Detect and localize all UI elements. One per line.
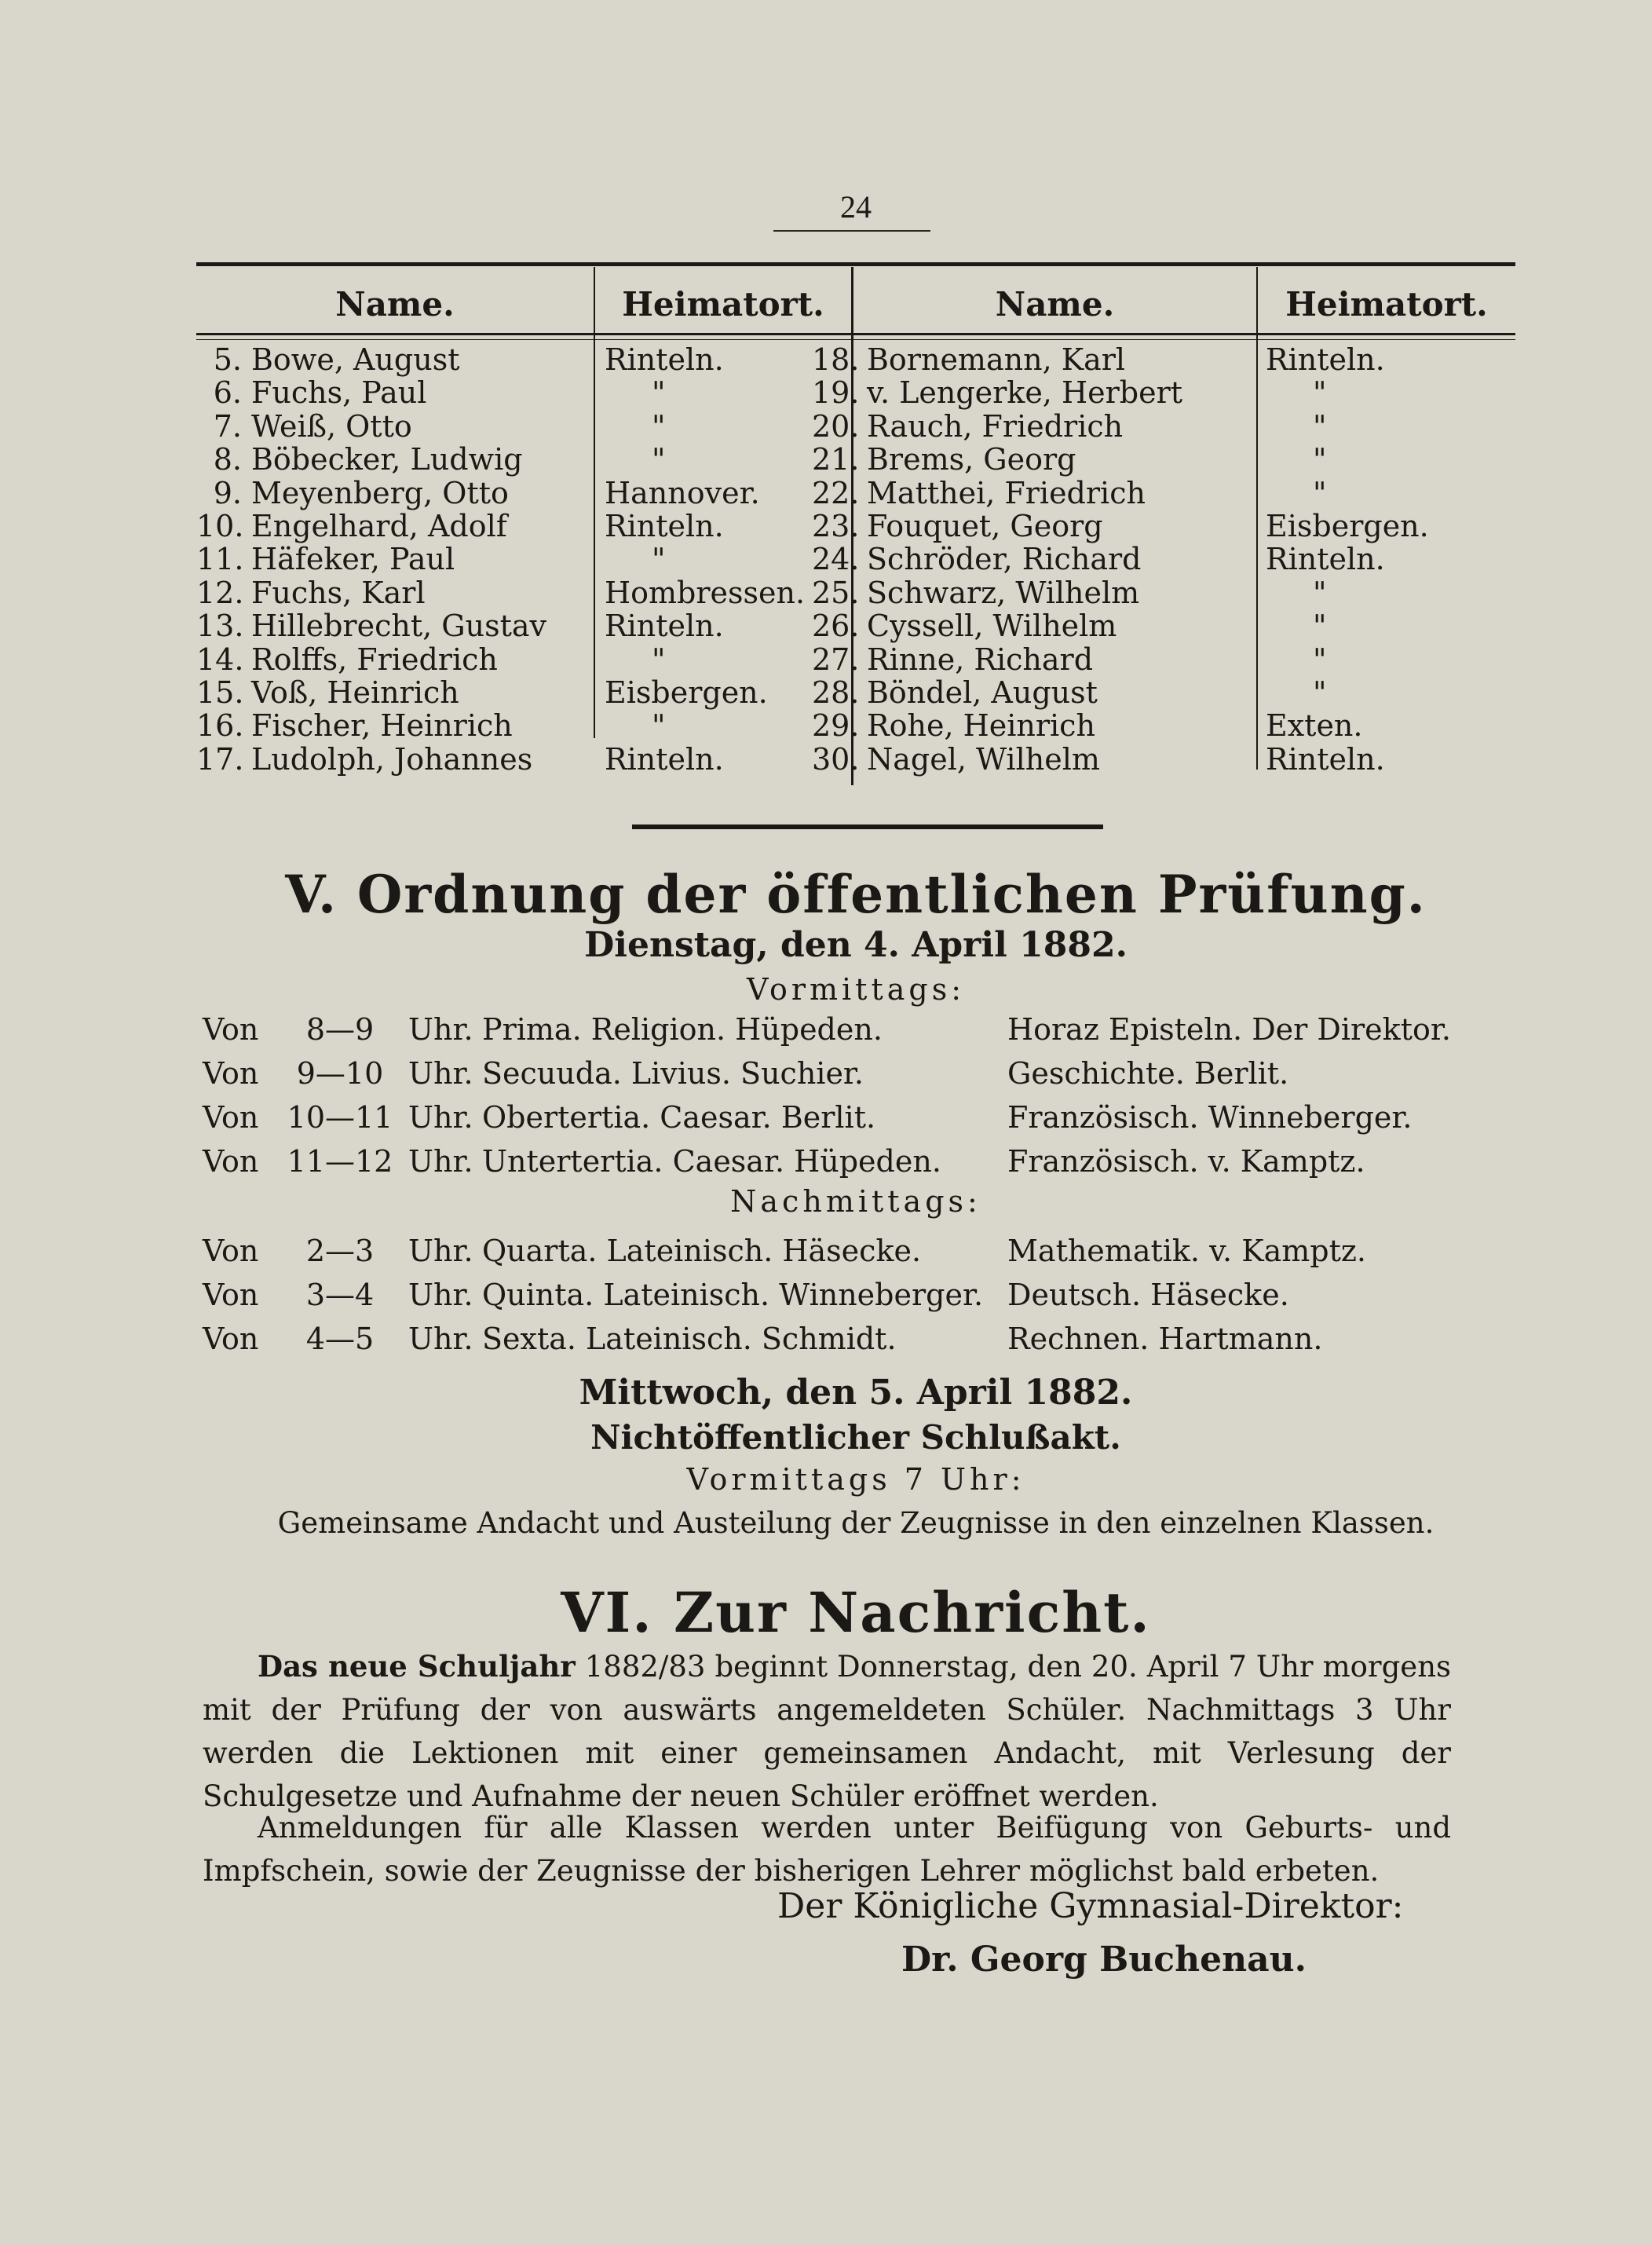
uhr-label: Uhr. xyxy=(408,1100,473,1135)
row-number: 8. xyxy=(213,442,242,477)
town-cell: " xyxy=(652,408,666,444)
table-row xyxy=(812,410,1182,443)
time-range: 2—3 xyxy=(305,1234,375,1268)
schedule-row xyxy=(203,1228,1537,1274)
town-cell: " xyxy=(1313,475,1327,510)
class-subject: Quarta. Lateinisch. Häsecke. xyxy=(482,1234,922,1268)
town-cell: Eisbergen. xyxy=(1266,508,1429,543)
student-name: Weiß, Otto xyxy=(251,408,412,444)
town-cell: " xyxy=(1313,442,1327,477)
table-header-rule-thin xyxy=(196,339,1515,340)
header-name-right: Name. xyxy=(995,285,1115,324)
row-number: 13. xyxy=(196,609,244,644)
von-label: Von xyxy=(203,1234,259,1268)
uhr-label: Uhr. xyxy=(408,1234,473,1268)
student-name: Ludolph, Johannes xyxy=(251,741,533,777)
town-cell: Rinteln. xyxy=(605,741,724,777)
uhr-label: Uhr. xyxy=(408,1322,473,1356)
table-row xyxy=(812,376,1182,409)
announcement-text: beginnt Donnerstag, den 20. April 7 Uhr morgens mit der Prüfung der von auswärts angemeldeten Schüler. Nachmittags 3 Uhr werden die Lektionen mit einer gemeinsamen Andacht, mit Verlesung der Schulgesetze und Aufnahme der neuen Schüler eröffnet werden. xyxy=(203,1650,1452,1813)
class-subject: Quinta. Lateinisch. Winneberger. xyxy=(482,1278,984,1312)
table-row xyxy=(812,543,1182,576)
table-top-rule xyxy=(196,262,1515,266)
student-name: Bornemann, Karl xyxy=(867,342,1126,377)
row-number: 6. xyxy=(213,375,242,411)
table-row xyxy=(196,709,546,742)
student-name: Rolffs, Friedrich xyxy=(251,642,498,677)
student-name: Rauch, Friedrich xyxy=(867,408,1124,444)
row-number: 22. xyxy=(812,475,860,510)
table-row xyxy=(812,609,1182,642)
schedule-row xyxy=(203,1007,1537,1052)
table-row xyxy=(812,576,1182,609)
exam-date-tuesday: Dienstag, den 4. April 1882. xyxy=(584,925,1128,965)
town-cell: Rinteln. xyxy=(605,342,724,377)
time-range: 8—9 xyxy=(305,1012,375,1047)
school-year: 1882/83 xyxy=(584,1650,706,1684)
student-name: Rohe, Heinrich xyxy=(867,708,1095,744)
student-name: Voß, Heinrich xyxy=(251,675,459,710)
table-row xyxy=(812,343,1182,376)
row-number: 23. xyxy=(812,508,860,543)
student-name: Schwarz, Wilhelm xyxy=(867,575,1140,610)
student-name: Fouquet, Georg xyxy=(867,508,1103,543)
student-name: Böndel, August xyxy=(867,675,1098,710)
student-name: v. Lengerke, Herbert xyxy=(867,375,1183,411)
student-name: Meyenberg, Otto xyxy=(251,475,509,510)
table-row xyxy=(812,709,1182,742)
row-number: 5. xyxy=(213,342,242,377)
uhr-label: Uhr. xyxy=(408,1144,473,1179)
uhr-label: Uhr. xyxy=(408,1278,473,1312)
time-range: 3—4 xyxy=(305,1278,375,1312)
table-row xyxy=(196,510,546,543)
town-cell: Rinteln. xyxy=(605,508,724,543)
names-left xyxy=(196,343,546,776)
afternoon-label: Nachmittags: xyxy=(730,1184,981,1219)
row-number: 20. xyxy=(812,408,860,444)
towns-right xyxy=(1266,343,1429,776)
von-label: Von xyxy=(203,1012,259,1047)
von-label: Von xyxy=(203,1322,259,1356)
row-number: 28. xyxy=(812,675,860,710)
table-row xyxy=(196,376,546,409)
student-name: Fischer, Heinrich xyxy=(251,708,513,744)
names-right xyxy=(812,343,1182,776)
row-number: 24. xyxy=(812,542,860,577)
table-row xyxy=(196,343,546,376)
student-name: Schröder, Richard xyxy=(867,542,1142,577)
table-header-rule xyxy=(196,333,1515,335)
row-number: 7. xyxy=(213,408,242,444)
town-cell: " xyxy=(1313,408,1327,444)
student-name: Cyssell, Wilhelm xyxy=(867,609,1117,644)
second-subject: Französisch. Winneberger. xyxy=(1007,1100,1413,1135)
row-number: 30. xyxy=(812,741,860,777)
signature-title: Der Königliche Gymnasial-Direktor: xyxy=(777,1886,1404,1926)
schedule-row xyxy=(203,1316,1537,1362)
schedule-row xyxy=(203,1095,1537,1140)
student-name: Häfeker, Paul xyxy=(251,542,455,577)
page-number: 24 xyxy=(840,189,872,225)
town-cell: Hannover. xyxy=(605,475,760,510)
row-number: 27. xyxy=(812,642,860,677)
student-name: Rinne, Richard xyxy=(867,642,1094,677)
row-number: 16. xyxy=(196,708,244,744)
town-cell: " xyxy=(1313,609,1327,644)
table-row xyxy=(196,410,546,443)
time-range: 11—12 xyxy=(287,1144,393,1179)
town-cell: " xyxy=(1313,675,1327,710)
student-name: Matthei, Friedrich xyxy=(867,475,1146,510)
schedule-row xyxy=(203,1272,1537,1318)
town-cell: " xyxy=(652,375,666,411)
von-label: Von xyxy=(203,1100,259,1135)
student-name: Engelhard, Adolf xyxy=(251,508,507,543)
town-cell: " xyxy=(1313,575,1327,610)
row-number: 25. xyxy=(812,575,860,610)
registration-text: Anmeldungen für alle Klassen werden unter Beifügung von Geburts- und Impfschein, sowie der Zeugnisse der bisherigen Lehrer möglichst bald erbeten. xyxy=(203,1811,1451,1888)
student-name: Brems, Georg xyxy=(867,442,1076,477)
row-number: 9. xyxy=(213,475,242,510)
second-subject: Mathematik. v. Kamptz. xyxy=(1007,1234,1366,1268)
table-row xyxy=(812,743,1182,776)
student-name: Hillebrecht, Gustav xyxy=(251,609,546,644)
signature-name: Dr. Georg Buchenau. xyxy=(901,1940,1307,1980)
second-subject: Horaz Episteln. Der Direktor. xyxy=(1007,1012,1451,1047)
table-row xyxy=(196,743,546,776)
uhr-label: Uhr. xyxy=(408,1056,473,1091)
town-cell: " xyxy=(652,442,666,477)
morning-label: Vormittags: xyxy=(746,972,965,1007)
town-cell: Eisbergen. xyxy=(605,675,768,710)
student-name: Böbecker, Ludwig xyxy=(251,442,523,477)
town-cell: Rinteln. xyxy=(1266,741,1385,777)
class-subject: Sexta. Lateinisch. Schmidt. xyxy=(482,1322,897,1356)
section-separator-rule xyxy=(632,825,1103,829)
section-v-title: V. Ordnung der öffentlichen Prüfung. xyxy=(285,864,1427,925)
table-row xyxy=(196,609,546,642)
town-cell: " xyxy=(652,642,666,677)
town-cell: " xyxy=(1313,375,1327,411)
class-subject: Obertertia. Caesar. Berlit. xyxy=(482,1100,876,1135)
row-number: 21. xyxy=(812,442,860,477)
uhr-label: Uhr. xyxy=(408,1012,473,1047)
second-subject: Deutsch. Häsecke. xyxy=(1007,1278,1289,1312)
town-cell: Rinteln. xyxy=(1266,542,1385,577)
student-name: Nagel, Wilhelm xyxy=(867,741,1100,777)
table-row xyxy=(196,676,546,709)
row-number: 29. xyxy=(812,708,860,744)
table-row xyxy=(196,543,546,576)
von-label: Von xyxy=(203,1144,259,1179)
header-town-right: Heimatort. xyxy=(1285,285,1488,324)
row-number: 11. xyxy=(196,542,244,577)
town-cell: " xyxy=(652,708,666,744)
table-row xyxy=(812,676,1182,709)
row-number: 26. xyxy=(812,609,860,644)
row-number: 15. xyxy=(196,675,244,710)
class-subject: Untertertia. Caesar. Hüpeden. xyxy=(482,1144,941,1179)
header-town-left: Heimatort. xyxy=(622,285,824,324)
table-row xyxy=(196,443,546,476)
closing-ceremony-title: Nichtöffentlicher Schlußakt. xyxy=(590,1418,1121,1457)
row-number: 12. xyxy=(196,575,244,610)
class-subject: Prima. Religion. Hüpeden. xyxy=(482,1012,883,1047)
schedule-row xyxy=(203,1139,1537,1184)
town-cell: Rinteln. xyxy=(605,609,724,644)
table-row xyxy=(196,576,546,609)
table-row xyxy=(812,643,1182,676)
announcement-paragraph xyxy=(203,1645,1451,1818)
town-cell: Hombressen. xyxy=(605,575,806,610)
student-name: Fuchs, Karl xyxy=(251,575,426,610)
time-range: 10—11 xyxy=(287,1100,393,1135)
town-cell: " xyxy=(1313,642,1327,677)
page-number-rule xyxy=(773,230,930,232)
section-vi-title: VI. Zur Nachricht. xyxy=(561,1580,1151,1645)
exam-date-wednesday: Mittwoch, den 5. April 1882. xyxy=(579,1373,1133,1413)
second-subject: Geschichte. Berlit. xyxy=(1007,1056,1289,1091)
registration-paragraph xyxy=(203,1806,1451,1892)
town-cell: Exten. xyxy=(1266,708,1363,744)
closing-description: Gemeinsame Andacht und Austeilung der Zeugnisse in den einzelnen Klassen. xyxy=(277,1506,1435,1540)
town-cell: Rinteln. xyxy=(1266,342,1385,377)
time-range: 9—10 xyxy=(296,1056,384,1091)
table-row xyxy=(812,510,1182,543)
row-number: 14. xyxy=(196,642,244,677)
time-range: 4—5 xyxy=(305,1322,375,1356)
row-number: 19. xyxy=(812,375,860,411)
column-divider xyxy=(594,267,595,738)
class-subject: Secuuda. Livius. Suchier. xyxy=(482,1056,864,1091)
row-number: 18. xyxy=(812,342,860,377)
morning-time-label: Vormittags 7 Uhr: xyxy=(686,1462,1025,1497)
table-row xyxy=(812,443,1182,476)
von-label: Von xyxy=(203,1056,259,1091)
second-subject: Rechnen. Hartmann. xyxy=(1007,1322,1323,1356)
table-row xyxy=(196,643,546,676)
table-row xyxy=(812,477,1182,510)
header-name-left: Name. xyxy=(335,285,455,324)
second-subject: Französisch. v. Kamptz. xyxy=(1007,1144,1365,1179)
towns-left xyxy=(605,343,805,776)
table-row xyxy=(196,477,546,510)
student-name: Bowe, August xyxy=(251,342,460,377)
town-cell: " xyxy=(652,542,666,577)
row-number: 10. xyxy=(196,508,244,543)
school-year-lead: Das neue Schuljahr xyxy=(258,1649,576,1684)
row-number: 17. xyxy=(196,741,244,777)
column-divider xyxy=(1256,267,1258,770)
von-label: Von xyxy=(203,1278,259,1312)
student-name: Fuchs, Paul xyxy=(251,375,427,411)
schedule-row xyxy=(203,1051,1537,1096)
